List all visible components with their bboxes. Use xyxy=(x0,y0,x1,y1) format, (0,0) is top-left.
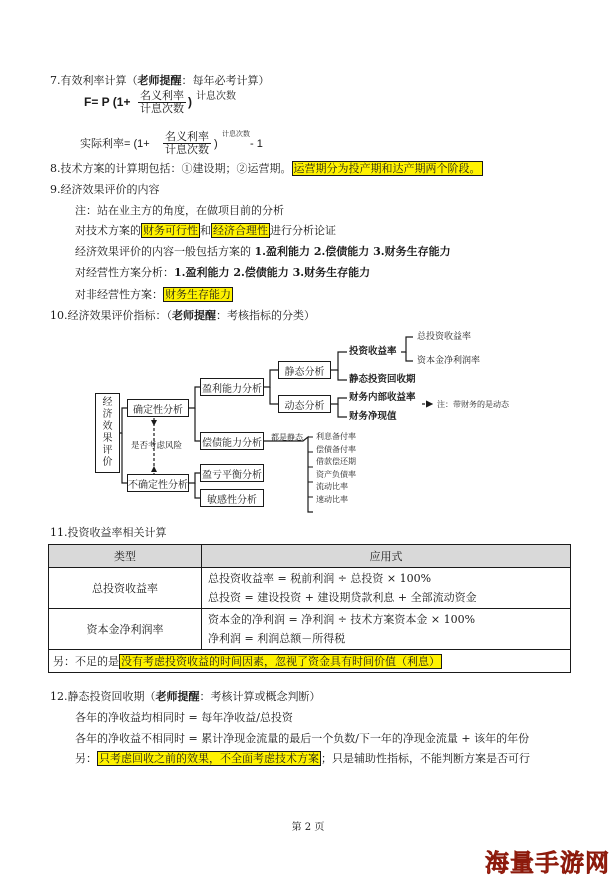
diagram-roi: 投资收益率 xyxy=(349,346,397,357)
diagram-certain-analysis: 确定性分析 xyxy=(127,399,189,417)
s11-heading: 11.投资收益率相关计算 xyxy=(50,526,167,539)
debt-item: 借款偿还期 xyxy=(316,457,356,466)
diagram-uncertain-analysis: 不确定性分析 xyxy=(127,474,189,492)
diagram-dynamic-note: 注：带财务的是动态 xyxy=(437,400,509,409)
table-note-row xyxy=(49,650,571,673)
s12-line-1: 各年的净收益均相同时 = 每年净收益/总投资 xyxy=(75,711,293,724)
diagram-breakeven-analysis: 盈亏平衡分析 xyxy=(200,464,264,482)
diagram-irr: 财务内部收益率 xyxy=(349,392,416,403)
s9-line-3: 经济效果评价的内容一般包括方案的 1.盈利能力 2.偿债能力 3.财务生存能力 xyxy=(75,245,451,258)
formula-real-fraction: 名义利率 计息次数 xyxy=(165,131,209,156)
table-header xyxy=(49,545,571,568)
diagram-static-analysis: 静态分析 xyxy=(278,361,331,379)
s9-heading: 9.经济效果评价的内容 xyxy=(50,183,160,196)
debt-item: 流动比率 xyxy=(316,482,348,491)
table-row xyxy=(49,609,571,650)
row-formula: 资本金的净利润 = 净利润 ÷ 技术方案资本金 × 100% 净利润 = 利润总额－所得税 xyxy=(202,609,571,650)
diagram-root: 经济效果评价 xyxy=(95,393,120,473)
table-note: 另：不足的是 没有考虑投资收益的时间因素，忽视了资金具有时间价值（利息） xyxy=(49,650,571,673)
s12-line-2: 各年的净收益不相同时 = 累计净现金流量的最后一个负数/下一年的净现金流量 + 该年的年份 xyxy=(75,732,530,745)
col-type: 类型 xyxy=(49,545,202,568)
s8-line: 8.技术方案的计算期包括：①建设期；②运营期。 运营期分为投产期和达产期两个阶段。 xyxy=(50,162,481,175)
formula-real-tail: - 1 xyxy=(250,138,263,150)
diagram-dynamic-analysis: 动态分析 xyxy=(278,395,331,413)
page-number: 第 2 页 xyxy=(291,822,325,833)
diagram-npv: 财务净现值 xyxy=(349,411,397,422)
diagram-debt-analysis: 偿债能力分析 xyxy=(200,432,264,450)
s9-line-4: 对经营性方案分析：1.盈利能力 2.偿债能力 3.财务生存能力 xyxy=(75,266,371,279)
s9-line-2: 对技术方案的 财务可行性 和 经济合理性 进行分析论证 xyxy=(75,224,336,237)
s12-heading: 12.静态投资回收期（老师提醒：考核计算或概念判断） xyxy=(50,690,321,703)
col-formula: 应用式 xyxy=(202,545,571,568)
s9-note: 注：站在业主方的角度，在做项目前的分析 xyxy=(75,204,284,217)
formula-f-right: ) xyxy=(188,95,192,109)
row-type: 总投资收益率 xyxy=(49,568,202,609)
s10-heading: 10.经济效果评价指标：（老师提醒：考核指标的分类） xyxy=(50,309,315,322)
table-row xyxy=(49,568,571,609)
debt-item: 利息备付率 xyxy=(316,432,356,441)
diagram-payback: 静态投资回收期 xyxy=(349,374,416,385)
formula-real-left: 实际利率= (1+ xyxy=(80,138,150,150)
s12-line-3: 另： 只考虑回收之前的效果，不全面考虑技术方案 ；只是辅助性指标，不能判断方案是否可行 xyxy=(75,752,530,765)
s8-highlight: 运营期分为投产期和达产期两个阶段。 xyxy=(293,162,481,175)
watermark-logo: 海量手游网 xyxy=(485,850,610,877)
diagram-capital-roi: 资本金净利润率 xyxy=(417,355,481,365)
diagram-risk-note: 是否考虑风险 xyxy=(131,440,183,450)
diagram-all-static: 都是静态 xyxy=(271,433,303,442)
formula-f-fraction: 名义利率 计息次数 xyxy=(140,90,184,115)
formula-real-right: ) xyxy=(214,138,218,150)
diagram-debt-list xyxy=(316,431,356,506)
formula-f-left: F= P (1+ xyxy=(84,95,131,109)
row-type: 资本金净利润率 xyxy=(49,609,202,650)
diagram-profit-analysis: 盈利能力分析 xyxy=(200,378,264,396)
s9-line-5: 对非经营性方案： 财务生存能力 xyxy=(75,288,231,301)
debt-item: 偿债备付率 xyxy=(316,444,356,454)
diagram-sensitivity-analysis: 敏感性分析 xyxy=(200,489,264,507)
roi-table xyxy=(48,544,571,673)
formula-f-exponent: 计息次数 xyxy=(196,91,236,102)
row-formula: 总投资收益率 = 税前利润 ÷ 总投资 × 100% 总投资 = 建设投资 + 建设期贷款利息 + 全部流动资金 xyxy=(202,568,571,609)
debt-item: 速动比率 xyxy=(316,494,348,504)
debt-item: 资产负债率 xyxy=(316,469,356,479)
s7-heading: 7.有效利率计算（老师提醒：每年必考计算） xyxy=(50,74,270,87)
diagram-total-roi: 总投资收益率 xyxy=(417,331,472,341)
formula-real-exponent: 计息次数 xyxy=(222,131,250,138)
